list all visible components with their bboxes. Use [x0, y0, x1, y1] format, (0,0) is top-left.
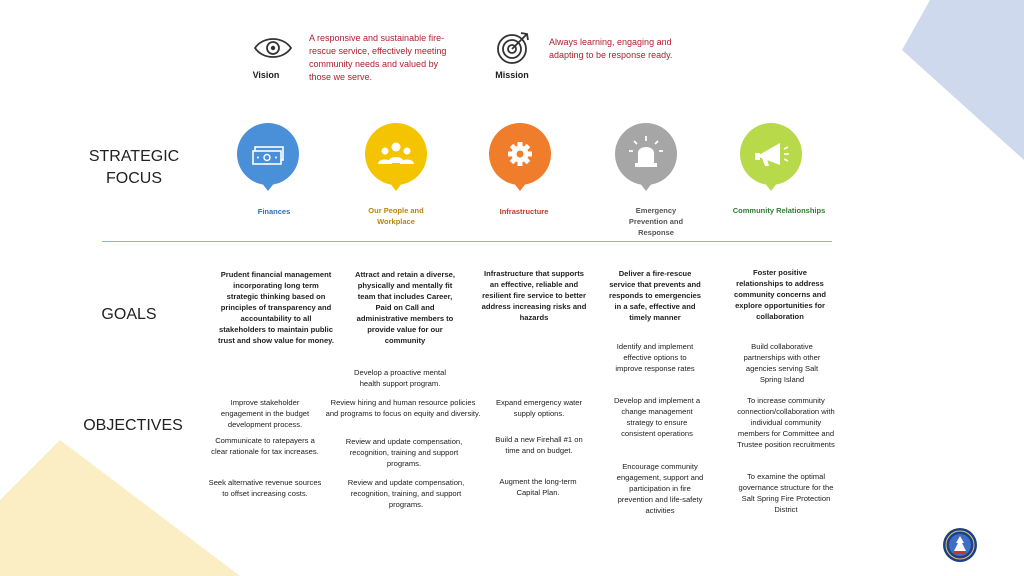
goal-community: Foster positive relationships to address community concerns and explore opportunities for collaboration	[734, 268, 826, 321]
eye-icon	[253, 34, 293, 62]
vision-statement: A responsive and sustainable fire-rescue service, effectively meeting community needs and valued by those we serve.	[309, 33, 447, 82]
objective-infrastructure-1: Expand emergency water supply options.	[495, 398, 583, 418]
objective-finances-2: Communicate to ratepayers a clear rationale for tax increases.	[211, 436, 319, 456]
goals-heading: GOALS	[101, 306, 157, 323]
goal-people-extra: Develop a proactive mental health support program.	[353, 368, 447, 388]
objective-community-1: To increase community connection/collaboration with individual community members for Committee and Trustee position recruitments	[737, 396, 835, 449]
objective-emergency-1: Develop and implement a change management strategy to ensure consistent operations	[613, 396, 701, 438]
gear-icon	[489, 123, 551, 185]
goal-infrastructure: Infrastructure that supports an effective, reliable and resilient fire service to better address increasing risks and hazards	[481, 269, 587, 322]
focus-emergency	[615, 123, 677, 199]
focus-label-emergency: Emergency Prevention and Response	[628, 206, 684, 237]
target-icon	[495, 30, 531, 66]
focus-label-people: Our People and Workplace	[368, 206, 424, 226]
objective-people-2: Review and update compensation, recognition, training and support programs.	[345, 437, 463, 468]
money-icon	[237, 123, 299, 185]
focus-finances	[237, 123, 299, 199]
objective-people-3: Review and update compensation, recognition, training, and support programs.	[347, 478, 465, 509]
mission-label: Mission	[495, 70, 529, 80]
focus-label-infrastructure: Infrastructure	[499, 207, 549, 216]
people-icon	[365, 123, 427, 185]
focus-community	[740, 123, 802, 199]
objective-finances-3: Seek alternative revenue sources to offset increasing costs.	[208, 478, 322, 498]
goal-finances: Prudent financial management incorporating long term strategic thinking based on principles of transparency and accountability to all stakeholders to maintain public trust and show value for money.	[218, 270, 334, 345]
section-divider	[102, 241, 832, 242]
focus-label-finances: Finances	[257, 207, 291, 216]
decorative-shape-top-right	[890, 0, 1024, 160]
goal-emergency-extra: Identify and implement effective options to improve response rates	[615, 342, 695, 373]
objective-infrastructure-3: Augment the long-term Capital Plan.	[499, 477, 577, 497]
goal-emergency: Deliver a fire-rescue service that prevents and responds to emergencies in a safe, effective and timely manner	[609, 269, 702, 322]
decorative-shape-bottom-left	[0, 440, 290, 576]
goal-community-extra: Build collaborative partnerships with other agencies serving Salt Spring Island	[743, 342, 821, 384]
objective-finances-1: Improve stakeholder engagement in the budget development process.	[220, 398, 310, 429]
objective-emergency-2: Encourage community engagement, support and participation in fire prevention and life-safety activities	[616, 462, 704, 515]
focus-label-community: Community Relationships	[732, 206, 826, 215]
mission-statement: Always learning, engaging and adapting to be response ready.	[549, 37, 673, 60]
siren-icon	[615, 123, 677, 185]
objective-people-1: Review hiring and human resource policies and programs to focus on equity and diversity.	[325, 398, 481, 418]
focus-infrastructure	[489, 123, 551, 199]
fire-department-crest-logo	[942, 527, 978, 563]
objective-infrastructure-2: Build a new Firehall #1 on time and on budget.	[495, 435, 583, 455]
strategic-focus-heading: STRATEGIC FOCUS	[88, 148, 180, 187]
objective-community-2: To examine the optimal governance structure for the Salt Spring Fire Protection District	[738, 472, 834, 514]
goal-people: Attract and retain a diverse, physically and mentally fit team that includes Career, Paid on Call and administrative members to provide value for our community	[354, 270, 456, 345]
megaphone-icon	[740, 123, 802, 185]
focus-people	[365, 123, 427, 199]
vision-label: Vision	[252, 70, 280, 80]
objectives-heading: OBJECTIVES	[83, 417, 183, 434]
